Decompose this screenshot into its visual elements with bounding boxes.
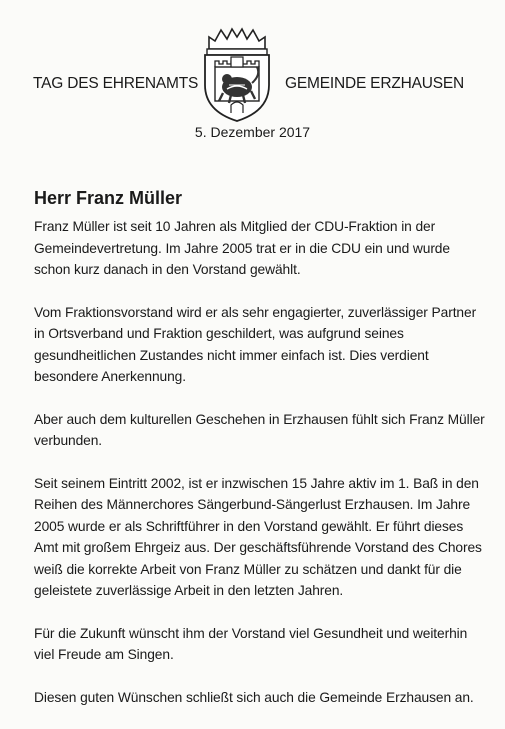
paragraph-line: Vom Fraktionsvorstand wird er als sehr engagierter, zuverlässiger Partner (34, 304, 477, 320)
body-paragraph (34, 687, 474, 709)
body-paragraph (34, 409, 485, 452)
document-body (34, 216, 485, 729)
paragraph-line: besondere Anerkennung. (34, 369, 186, 384)
paragraph-line: 2005 wurde er als Schriftführer in den Vorstand gewählt. Er führt dieses (34, 518, 464, 534)
municipality-name: GEMEINDE ERZHAUSEN (285, 75, 464, 92)
paragraph-line: Für die Zukunft wünscht ihm der Vorstand viel Gesundheit und weiterhin (34, 625, 468, 641)
paragraph-line: Aber auch dem kulturellen Geschehen in Erzhausen fühlt sich Franz Müller (34, 411, 485, 427)
paragraph-line: geleistete zuverlässige Arbeit in den letzten Jahren. (34, 583, 344, 598)
body-paragraph (34, 473, 482, 602)
paragraph-line: weiß die korrekte Arbeit von Franz Müller zu schätzen und dankt für die (34, 561, 462, 577)
event-title: TAG DES EHRENAMTS (33, 75, 199, 92)
paragraph-line: Seit seinem Eintritt 2002, ist er inzwischen 15 Jahre aktiv im 1. Baß in den (34, 475, 479, 491)
body-paragraph (34, 623, 474, 666)
paragraph-line: Franz Müller ist seit 10 Jahren als Mitglied der CDU-Fraktion in der (34, 219, 436, 234)
paragraph-line: Gemeindevertretung. Im Jahre 2005 trat er in die CDU ein und wurde (34, 240, 450, 256)
page-title: Herr Franz Müller (34, 188, 183, 208)
paragraph-line: gesundheitlichen Zustandes nicht immer einfach ist. Dies verdient (34, 347, 429, 363)
paragraph-line: Diesen guten Wünschen schließt sich auch die Gemeinde Erzhausen an. (34, 689, 474, 705)
paragraph-line: Reihen des Männerchores Sängerbund-Sängerlust Erzhausen. Im Jahre (34, 497, 471, 512)
paragraph-line: in Ortsverband und Fraktion geschildert, was aufgrund seines (34, 326, 404, 341)
body-paragraph (34, 302, 477, 388)
paragraph-line: schon kurz danach in den Vorstand gewählt. (34, 262, 301, 277)
paragraph-line: Amt mit großem Ehrgeiz aus. Der geschäftsführende Vorstand des Chores (34, 540, 482, 555)
coat-of-arms-icon (197, 27, 277, 123)
paragraph-line: viel Freude am Singen. (34, 647, 174, 662)
document-date: 5. Dezember 2017 (194, 124, 311, 140)
body-paragraph (34, 216, 474, 281)
paragraph-line: verbunden. (34, 433, 103, 448)
